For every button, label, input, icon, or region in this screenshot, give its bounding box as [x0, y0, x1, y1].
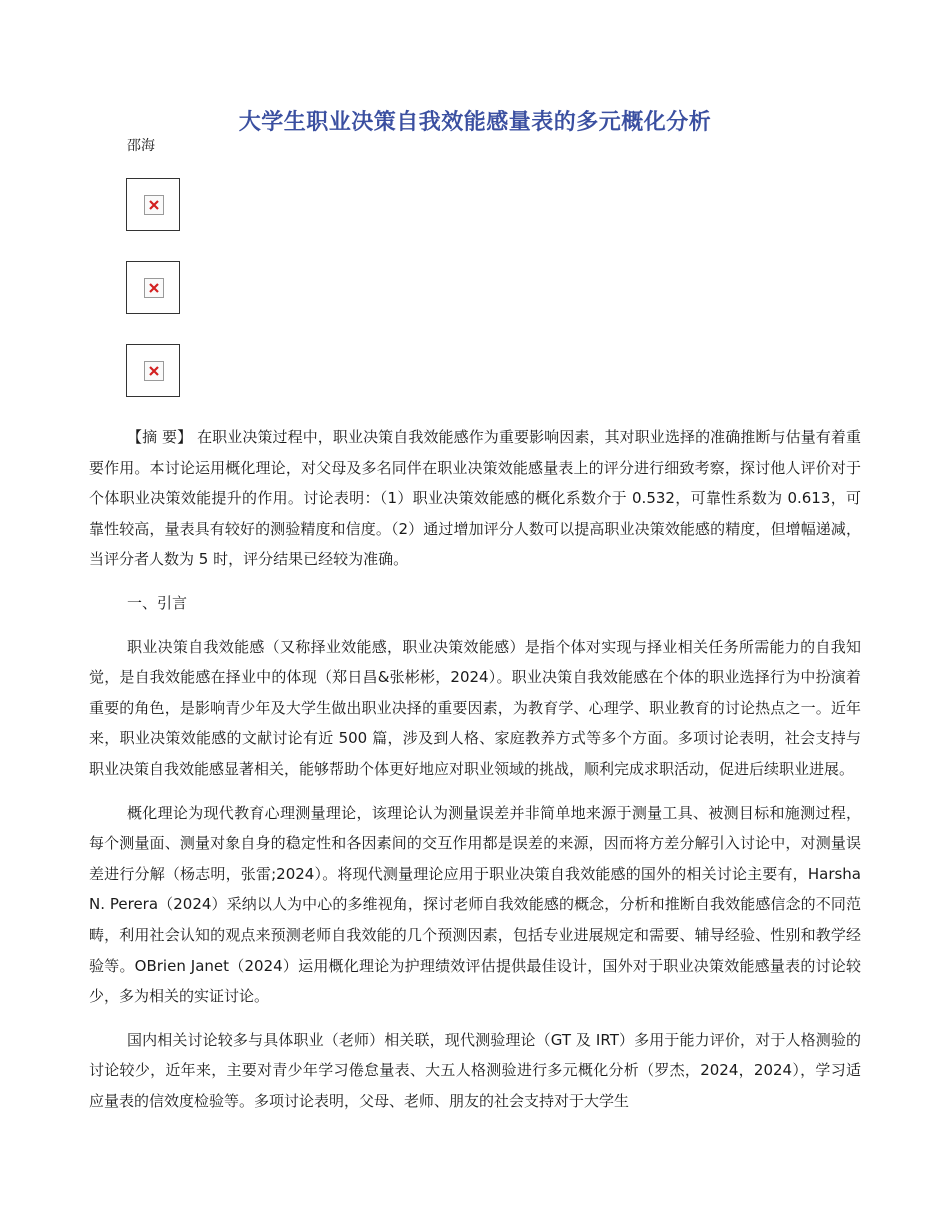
- image-placeholder-1: [126, 178, 180, 231]
- body-paragraph: 国内相关讨论较多与具体职业（老师）相关联，现代测验理论（GT 及 IRT）多用于能力评价，对于人格测验的讨论较少，近年来，主要对青少年学习倦怠量表、大五人格测验进行多元概化分析（罗杰，2024，2024），学习适应量表的信效度检验等。多项讨论表明，父母、老师、朋友的社会支持对于大学生: [89, 1030, 861, 1110]
- broken-image-icon: [144, 195, 164, 215]
- image-placeholder-3: [126, 344, 180, 397]
- body-paragraph: 职业决策自我效能感（又称择业效能感，职业决策效能感）是指个体对实现与择业相关任务所需能力的自我知觉，是自我效能感在择业中的体现（郑日昌&张彬彬，2024）。职业决策自我效能感在个体的职业选择行为中扮演着重要的角色，是影响青少年及大学生做出职业决择的重要因素，为教育学、心理学、职业教育的讨论热点之一。近年来，职业决策效能感的文献讨论有近 500 篇，涉及到人格、家庭教养方式等多个方面。多项讨论表明，社会支持与职业决策自我效能感显著相关，能够帮助个体更好地应对职业领域的挑战，顺利完成求职活动，促进后续职业进展。: [89, 637, 861, 778]
- broken-image-icon: [144, 278, 164, 298]
- abstract: 【摘 要】 在职业决策过程中，职业决策自我效能感作为重要影响因素，其对职业选择的准确推断与估量有着重要作用。本讨论运用概化理论，对父母及多名同伴在职业决策效能感量表上的评分进行细致考察，探讨他人评价对于个体职业决策效能提升的作用。讨论表明：（1）职业决策效能感的概化系数介于 0.532，可靠性系数为 0.613，可靠性较高，量表具有较好的测验精度和信度。（2）通过增加评分人数可以提高职业决策效能感的精度，但增幅递减，当评分者人数为 5 时，评分结果已经较为准确。: [89, 428, 861, 569]
- article-body: [89, 422, 861, 1129]
- paper-title: 大学生职业决策自我效能感量表的多元概化分析: [238, 110, 712, 135]
- image-placeholder-2: [126, 261, 180, 314]
- broken-image-icon: [144, 361, 164, 381]
- body-paragraph: 概化理论为现代教育心理测量理论，该理论认为测量误差并非简单地来源于测量工具、被测目标和施测过程，每个测量面、测量对象自身的稳定性和各因素间的交互作用都是误差的来源，因而将方差分解引入讨论中，对测量误差进行分解（杨志明，张雷;2024）。将现代测量理论应用于职业决策自我效能感的国外的相关讨论主要有，Harsha N. Perera（2024）采纳以人为中心的多维视角，探讨老师自我效能感的概念，分析和推断自我效能感信念的不同范畴，利用社会认知的观点来预测老师自我效能的几个预测因素，包括专业进展规定和需要、辅导经验、性别和教学经验等。OBrien Janet（2024）运用概化理论为护理绩效评估提供最佳设计，国外对于职业决策效能感量表的讨论较少，多为相关的实证讨论。: [89, 803, 861, 1006]
- author-name: 邵海: [127, 138, 155, 154]
- section-heading: 一、引言: [127, 593, 188, 612]
